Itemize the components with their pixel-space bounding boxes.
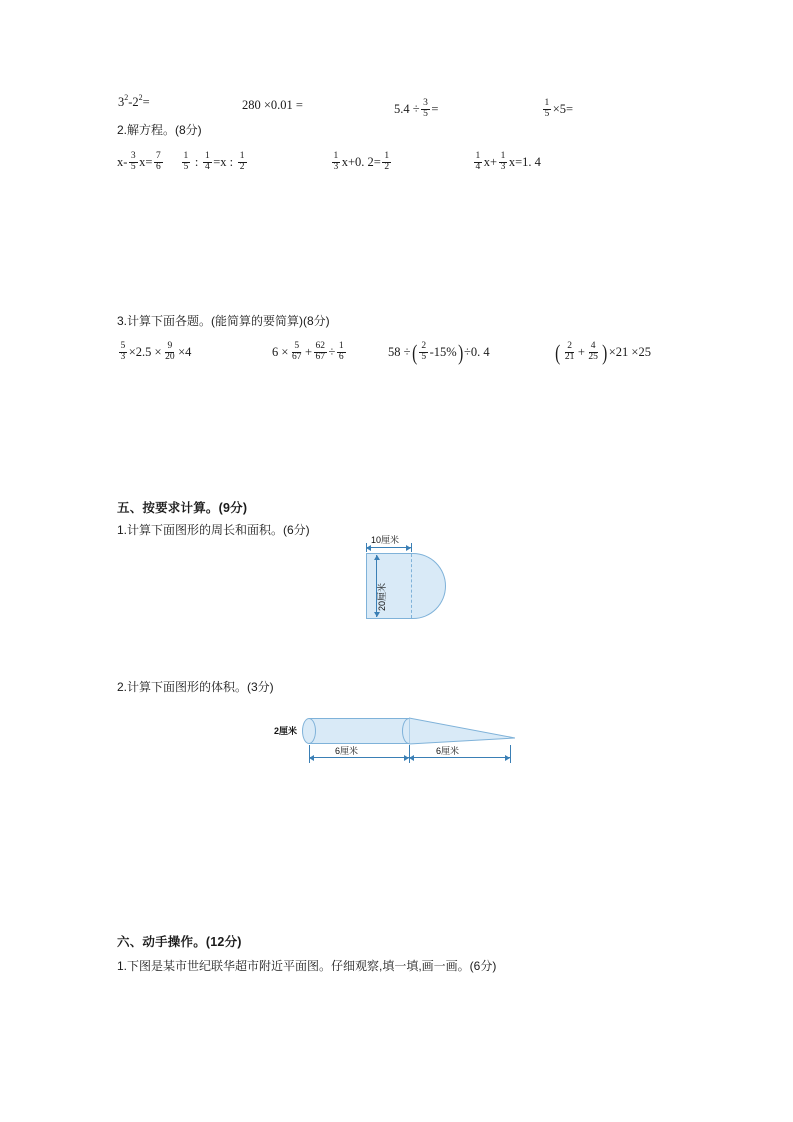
section2-label: 2.解方程。(8分) [117,123,202,137]
figure2-seg1-label: 6厘米 [335,746,359,756]
figure2-tick-right [510,745,511,763]
figure2-seg2-label: 6厘米 [436,746,460,756]
figure2-cone [409,717,515,747]
equation-4: $\frac{1}{4}$ x+ $\frac{1}{3}$ x=1. 4 [475,151,541,172]
figure-cylinder-cone [274,705,525,775]
section6-item1-label: 1.下图是某市世纪联华超市附近平面图。仔细观察,填一填,画一画。(6分) [117,959,497,973]
compute-4: ( $\frac{2}{21}$ + $\frac{4}{25}$ ) ×21 ×25 [555,339,651,365]
figure2-seg1-arrow [309,757,409,758]
section5-item1-label: 1.计算下面图形的周长和面积。(6分) [117,523,310,537]
compute-3: 58 ÷ ( $\frac{2}{5}$ -15% ) ÷0. 4 [388,339,490,365]
equation-1: x- $\frac{3}{5}$ x= $\frac{7}{6}$ [117,151,161,172]
expression-4: $\frac{1}{5}$ ×5= [544,98,574,119]
section6-title: 六、动手操作。(12分) [117,935,242,949]
section3-label: 3.计算下面各题。(能简算的要简算)(8分) [117,314,330,328]
compute-2: 6 × $\frac{5}{67}$ + $\frac{62}{67}$ ÷ $\frac{1}{6}$ [272,341,344,362]
figure1-top-dimension-arrow [366,547,411,548]
figure1-rectangle [366,553,412,619]
figure1-semicircle [411,553,446,619]
section5-item2-label: 2.计算下面图形的体积。(3分) [117,680,274,694]
figure-rectangle-semicircle [366,535,476,643]
figure2-seg2-arrow [409,757,510,758]
figure1-top-tick-right [411,543,412,552]
figure2-cylinder-body [309,718,409,744]
expression-1: 3 2 ‑2 2 = [118,93,150,109]
equation-2: $\frac{1}{5}$ : $\frac{1}{4}$ =x : $\frac{1}{2}$ [183,151,245,172]
figure1-top-tick-left [366,543,367,552]
section5-title: 五、按要求计算。(9分) [117,501,248,515]
expression-2: 280 ×0.01 = [242,98,303,112]
equation-3: $\frac{1}{3}$ x+0. 2= $\frac{1}{2}$ [333,151,390,172]
figure1-left-label: 20厘米 [377,582,387,611]
compute-1: $\frac{5}{3}$ ×2.5 × $\frac{9}{20}$ ×4 [120,341,192,362]
figure2-left-cap [302,718,316,744]
figure1-dashed-divider [411,554,412,618]
expression-3: 5.4 ÷ $\frac{3}{5}$ = [394,98,439,119]
figure2-height-label: 2厘米 [274,726,298,736]
figure1-top-label: 10厘米 [371,535,400,545]
figure2-tick-left [309,745,310,763]
figure2-tick-mid [409,745,410,763]
